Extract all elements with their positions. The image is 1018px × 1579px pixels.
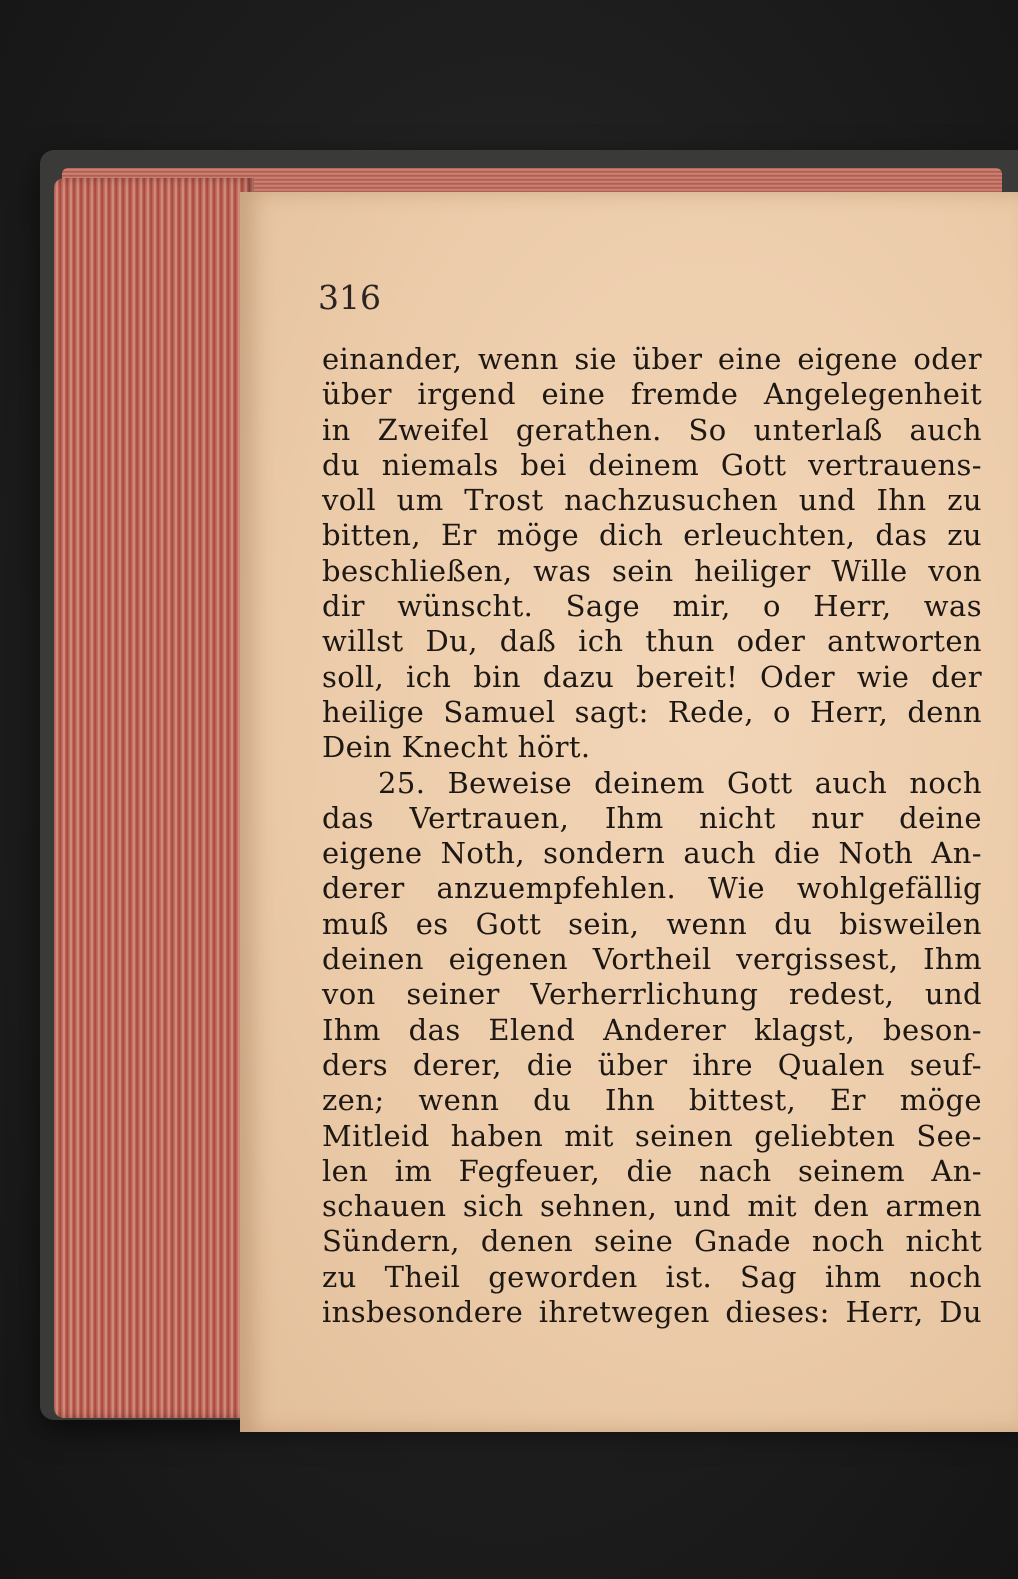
text-line: muß es Gott sein, wenn du bisweilen: [322, 906, 982, 941]
text-line: einander, wenn sie über eine eigene oder: [322, 342, 982, 376]
book-page-edges: [54, 178, 254, 1418]
text-line: bitten, Er möge dich erleuchten, das zu: [322, 518, 982, 553]
text-line: len im Fegfeuer, die nach seinem An-: [322, 1153, 982, 1188]
text-line: Ihm das Elend Anderer klagst, beson-: [322, 1012, 982, 1047]
paragraph-start-line: 25. Beweise deinem Gott auch noch: [378, 765, 982, 800]
text-line: zu Theil geworden ist. Sag ihm noch: [322, 1259, 982, 1294]
text-line: dir wünscht. Sage mir, o Herr, was: [322, 589, 982, 624]
text-line: du niemals bei deinem Gott vertrauens-: [322, 447, 982, 482]
text-line: soll, ich bin dazu bereit! Oder wie der: [322, 659, 982, 694]
text-line: ders derer, die über ihre Qualen seuf-: [322, 1047, 982, 1082]
text-line: in Zweifel gerathen. So unterlaß auch: [322, 412, 982, 447]
text-line: insbesondere ihretwegen dieses: Herr, Du: [322, 1295, 982, 1330]
text-line: Mitleid haben mit seinen geliebten See-: [322, 1118, 982, 1153]
text-line: beschließen, was sein heiliger Wille von: [322, 553, 982, 588]
text-line: über irgend eine fremde Angelegenheit: [322, 377, 982, 412]
text-line: voll um Trost nachzusuchen und Ihn zu: [322, 483, 982, 518]
text-line: heilige Samuel sagt: Rede, o Herr, denn: [322, 694, 982, 729]
page-body-text: [322, 342, 982, 1330]
text-line: zen; wenn du Ihn bittest, Er möge: [322, 1083, 982, 1118]
text-line: deinen eigenen Vortheil vergissest, Ihm: [322, 942, 982, 977]
text-line: schauen sich sehnen, und mit den armen: [322, 1189, 982, 1224]
text-line: das Vertrauen, Ihm nicht nur deine: [322, 800, 982, 835]
text-line: eigene Noth, sondern auch die Noth An-: [322, 836, 982, 871]
text-line: Dein Knecht hört.: [322, 730, 591, 765]
text-line: willst Du, daß ich thun oder antworten: [322, 624, 982, 659]
text-line: Sündern, denen seine Gnade noch nicht: [322, 1224, 982, 1259]
page-number: 316: [318, 278, 381, 317]
book-page: [240, 192, 1018, 1432]
text-line: derer anzuempfehlen. Wie wohlgefällig: [322, 871, 982, 906]
text-line: von seiner Verherrlichung redest, und: [322, 977, 982, 1012]
